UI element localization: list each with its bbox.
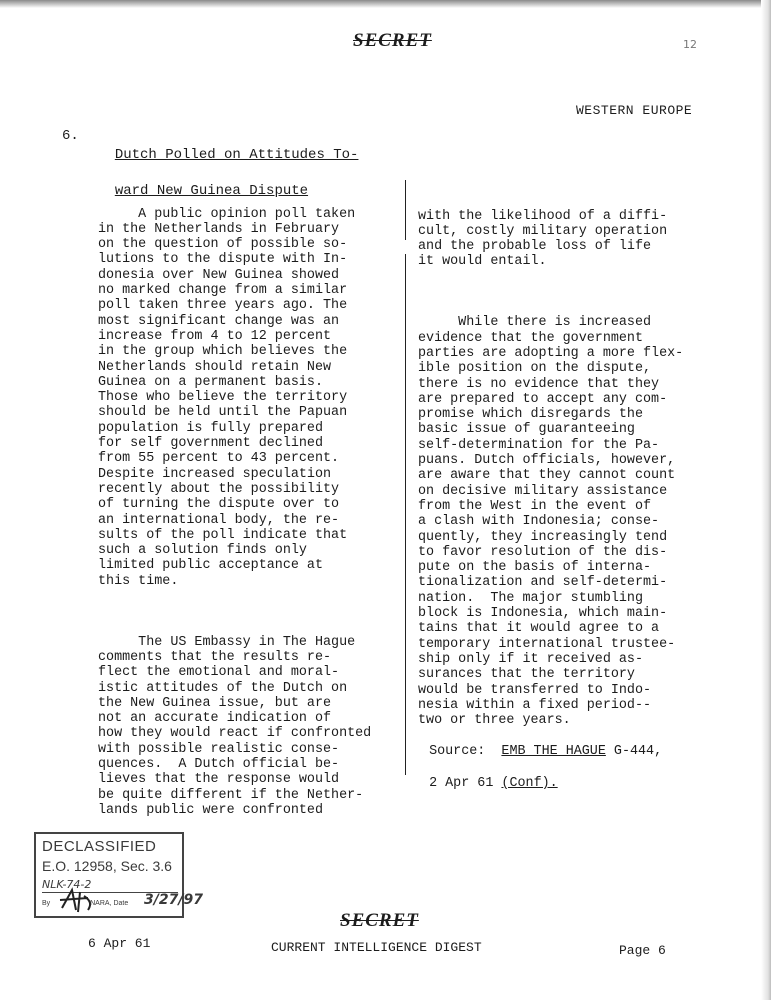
right-paragraph-2: While there is increased evidence that the government parties are adopting a more flex- ible position on the dispute, there is no evidence that they are prepared to accept any com- promise which disregards the basic issue of guaranteeing self-determination for the Pa- puans. Dutch officials, however, are aware that they cannot count on decisive military assistance from the West in the event of a clash with Indonesia; conse- quently, they increasingly tend to favor resolution of the dis- pute on the basis of interna- tionalization and self-determi- nation. The major stumbling block is Indonesia, which main- tains that it would agree to a temporary international trustee- ship only if it received as- surances that the territory would be transferred to Indo- nesia within a fixed period-- two or three years.: [418, 315, 684, 729]
stamp-by-label: By: [42, 900, 51, 907]
source-classification: (Conf).: [501, 776, 558, 791]
column-divider: [405, 180, 406, 775]
stamp-authority: E.O. 12958, Sec. 3.6: [42, 858, 172, 874]
top-classification-marking: SECRET: [353, 30, 432, 51]
headline-line-1: Dutch Polled on Attitudes To-: [114, 147, 359, 163]
footer-title: CURRENT INTELLIGENCE DIGEST: [271, 940, 482, 955]
left-column: [98, 176, 371, 833]
bottom-classification-marking: SECRET: [340, 910, 419, 931]
column-divider-gap: [405, 240, 406, 254]
stamp-date: 3/27/97: [144, 892, 203, 908]
left-paragraph-1: A public opinion poll taken in the Netherlands in February on the question of possible so- lutions to the dispute with In- donesia over New Guinea showed no marked change from a similar poll taken three years ago. The most significant change was an increase from 4 to 12 percent in the group which believes the Netherlands should retain New Guinea on a permanent basis. Those who believe the territory should be held until the Papuan population is fully prepared for self government declined from 55 percent to 43 percent. Despite increased speculation recently about the possibility of turning the dispute over to an international body, the re- sults of the poll indicate that such a solution finds only limited public acceptance at this time.: [98, 206, 356, 589]
source-date: 2 Apr 61: [429, 776, 494, 791]
item-number: 6.: [62, 128, 79, 144]
handwritten-page-note: 12: [683, 38, 697, 51]
region-heading: WESTERN EUROPE: [576, 103, 693, 118]
stamp-declassified-label: DECLASSIFIED: [42, 838, 157, 855]
source-number: G-444,: [605, 744, 663, 759]
stamp-case-number: NLK-74-2: [42, 878, 178, 893]
headline-line-2: ward New Guinea Dispute: [114, 183, 309, 199]
right-column: [418, 178, 683, 744]
right-paragraph-1: with the likelihood of a diffi- cult, costly military operation and the probable loss of life it would entail.: [418, 208, 668, 270]
declassified-stamp: [34, 832, 203, 918]
stamp-nara-label: NARA, Date: [90, 900, 129, 907]
footer-date: 6 Apr 61: [88, 936, 151, 951]
source-reference: EMB THE HAGUE: [501, 744, 606, 759]
page-edge-right: [761, 0, 771, 1000]
source-label: Source:: [429, 744, 486, 759]
left-paragraph-2: The US Embassy in The Hague comments that the results re- flect the emotional and moral- istic attitudes of the Dutch on the New Guinea issue, but are not an accurate indication of how they would react if confronted with possible realistic conse- quences. A Dutch official be- lieves that the response would be quite different if the Nether- lands public were confronted: [98, 634, 372, 818]
source-citation: [413, 728, 662, 792]
page-edge-shadow: [0, 0, 771, 8]
footer-page-number: Page 6: [619, 943, 666, 958]
